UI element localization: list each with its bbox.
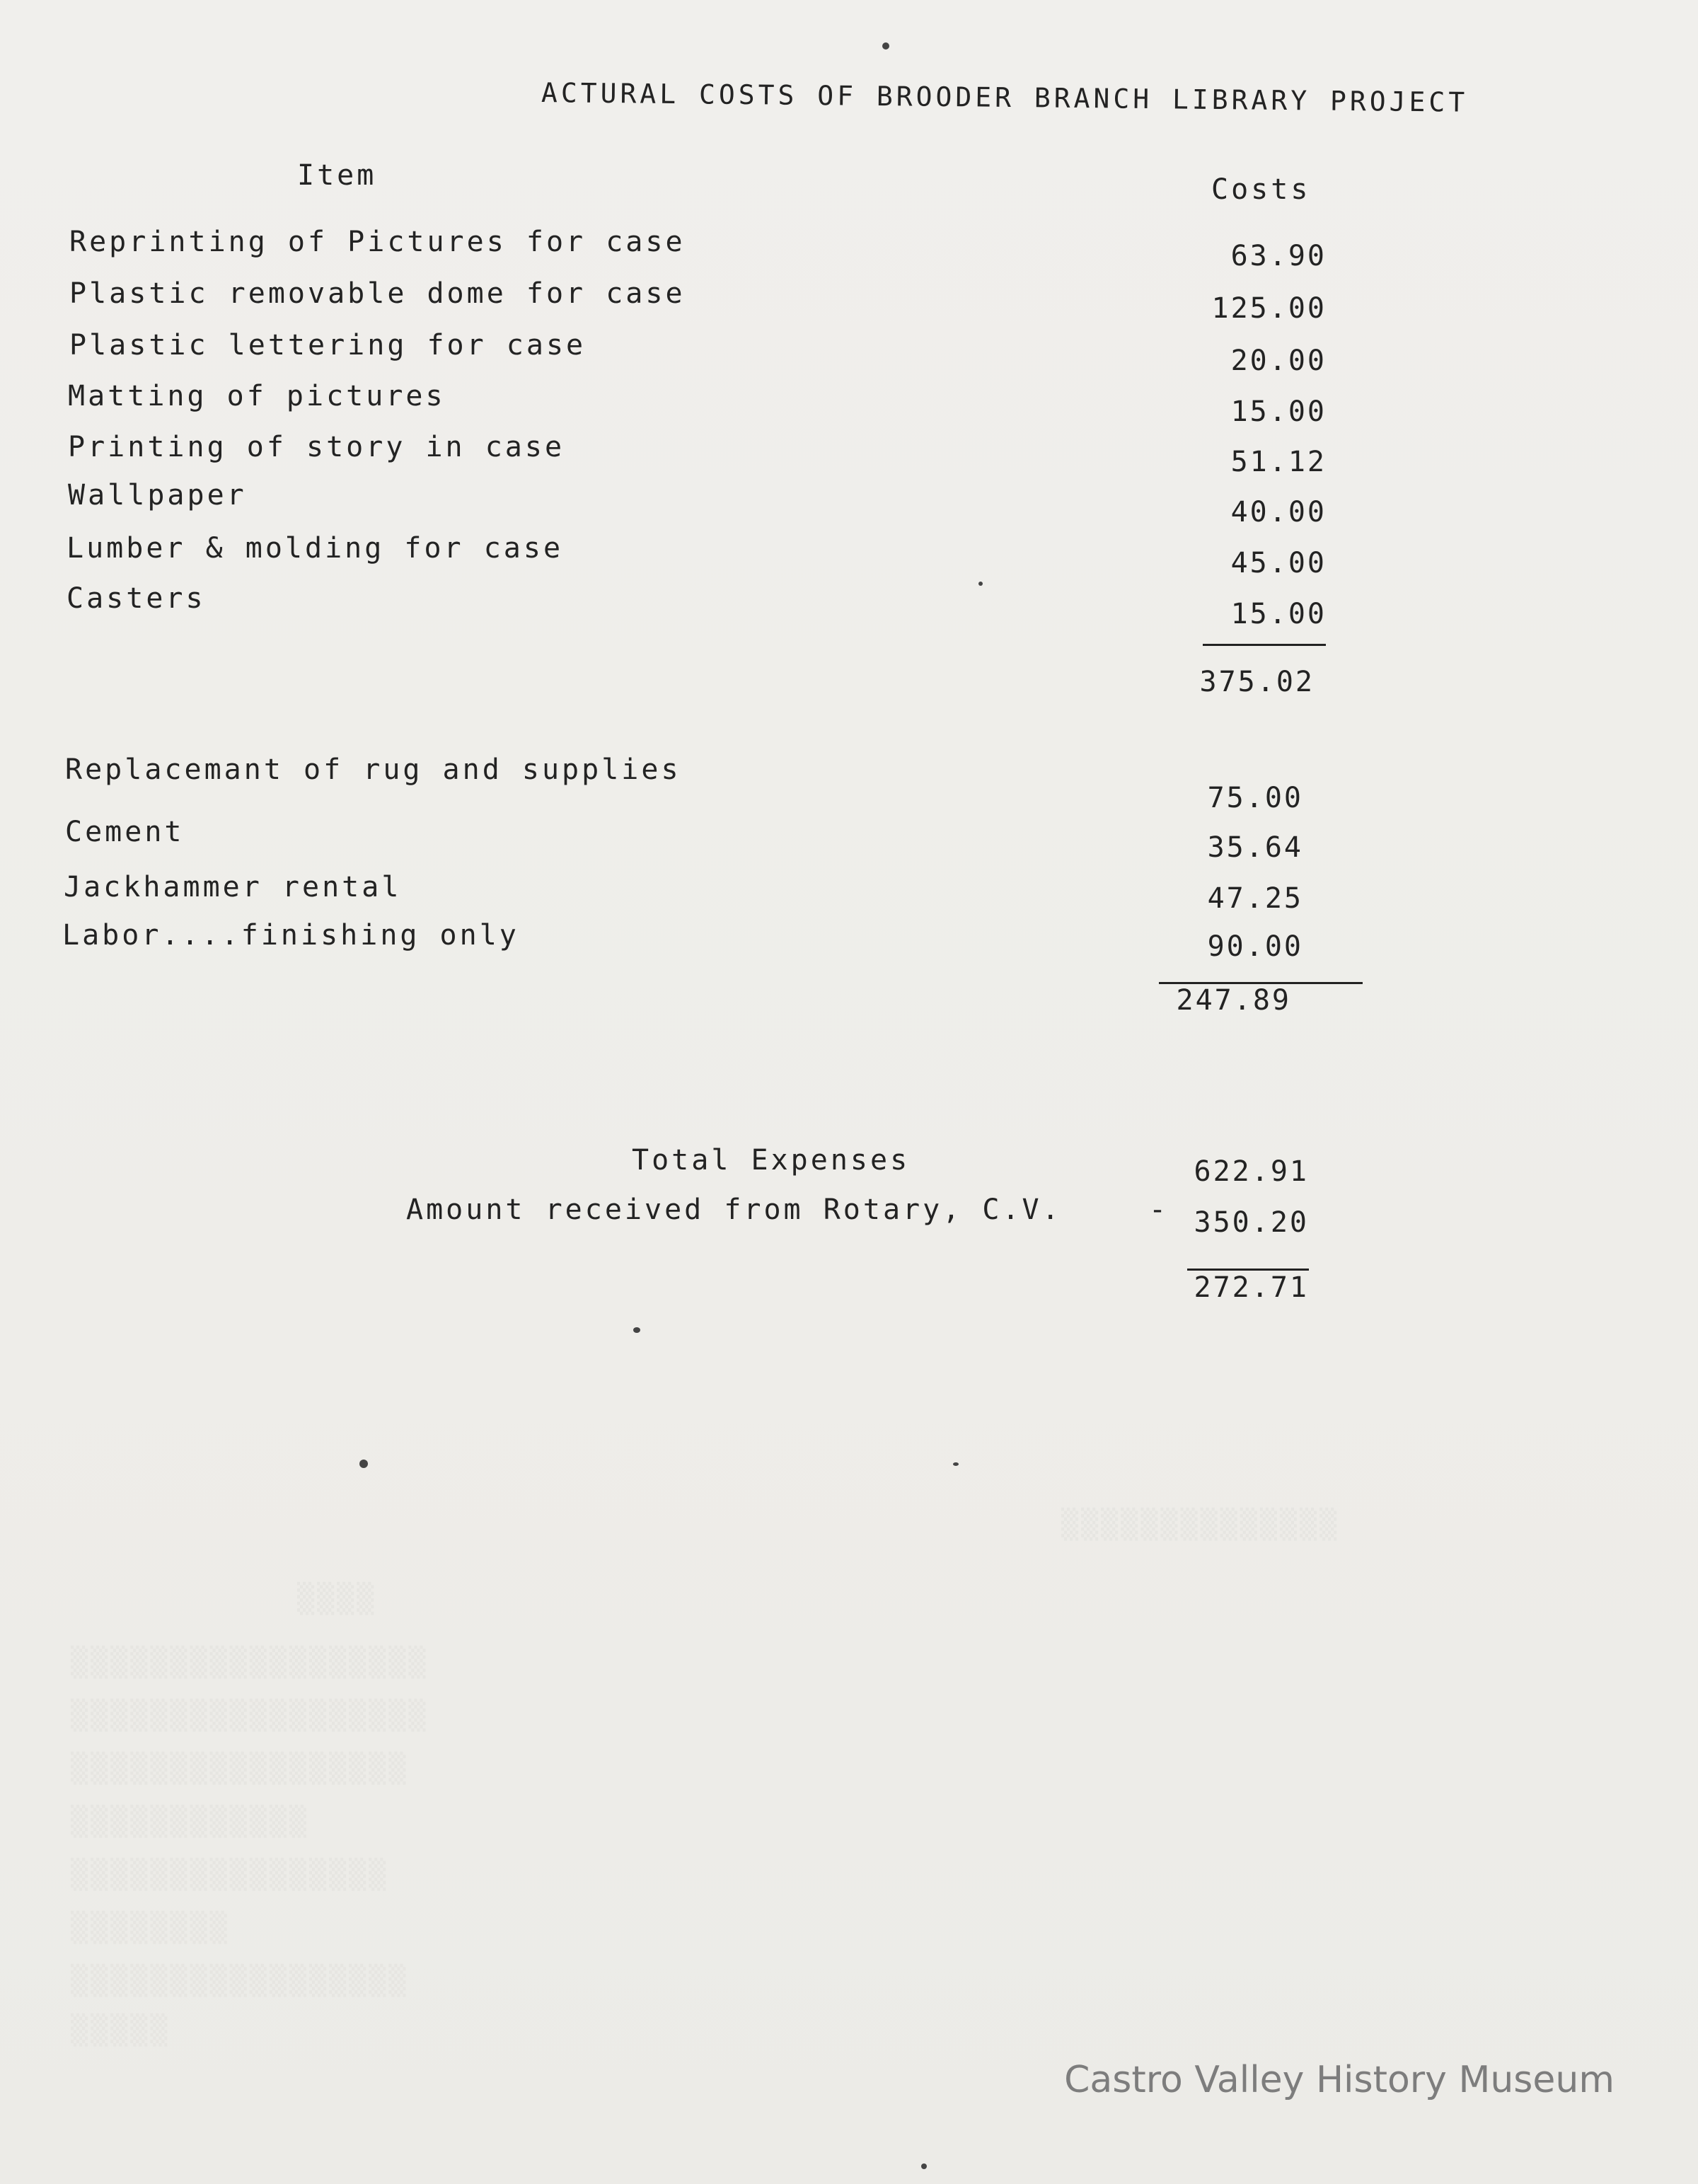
paper-speck (921, 2163, 927, 2169)
bleed-through-text: ▒▒▒▒▒▒▒▒▒▒▒▒▒▒ (1061, 1508, 1340, 1541)
subtotal-rule (1203, 644, 1326, 646)
line-item-cost: 47.25 (1207, 882, 1303, 915)
line-item-cost: 75.00 (1207, 782, 1303, 814)
paper-speck (953, 1462, 959, 1466)
bleed-through-text: ▒▒▒▒▒▒▒▒ (71, 1912, 230, 1944)
bleed-through-text: ▒▒▒▒▒▒▒▒▒▒▒▒▒▒▒▒ (71, 1859, 389, 1891)
bleed-through-text: ▒▒▒▒▒▒▒▒▒▒▒▒ (71, 1805, 309, 1838)
section-1-subtotal: 375.02 (1199, 666, 1315, 698)
line-item-label: Plastic lettering for case (69, 329, 587, 362)
balance-rule (1187, 1269, 1309, 1271)
bleed-through-text: ▒▒▒▒▒ (71, 2014, 171, 2047)
amount-received-label: Amount received from Rotary, C.V. (406, 1194, 1062, 1226)
subtract-sign: - (1149, 1194, 1169, 1226)
line-item-cost: 20.00 (1230, 345, 1327, 377)
paper-speck (978, 582, 983, 586)
line-item-cost: 63.90 (1230, 240, 1327, 272)
line-item-label: Lumber & molding for case (67, 532, 564, 565)
balance-value: 272.71 (1194, 1271, 1309, 1304)
bleed-through-text: ▒▒▒▒▒▒▒▒▒▒▒▒▒▒▒▒▒ (71, 1752, 409, 1785)
line-item-cost: 125.00 (1211, 292, 1327, 325)
line-item-label: Replacemant of rug and supplies (65, 753, 681, 786)
bleed-through-text: ▒▒▒▒▒▒▒▒▒▒▒▒▒▒▒▒▒ (71, 1965, 409, 1997)
line-item-label: Reprinting of Pictures for case (69, 226, 686, 258)
line-item-cost: 90.00 (1207, 930, 1303, 963)
museum-watermark: Castro Valley History Museum (1064, 2059, 1615, 2101)
line-item-label: Casters (67, 582, 206, 615)
line-item-cost: 40.00 (1230, 496, 1327, 528)
bleed-through-text: ▒▒▒▒ (297, 1583, 377, 1615)
cost-column-header: Costs (1211, 173, 1311, 206)
line-item-label: Cement (65, 816, 185, 848)
bleed-through-text: ▒▒▒▒▒▒▒▒▒▒▒▒▒▒▒▒▒▒ (71, 1646, 429, 1679)
total-expenses-label: Total Expenses (632, 1144, 911, 1177)
section-2-subtotal: 247.89 (1176, 984, 1291, 1017)
paper-speck (633, 1327, 640, 1333)
document-title: ACTURAL COSTS OF BROODER BRANCH LIBRARY PROJECT (541, 77, 1469, 118)
line-item-label: Labor....finishing only (62, 919, 519, 952)
amount-received-value: 350.20 (1194, 1206, 1309, 1239)
line-item-cost: 15.00 (1230, 598, 1327, 630)
paper-speck (359, 1460, 368, 1468)
line-item-cost: 51.12 (1230, 446, 1327, 478)
item-column-header: Item (297, 159, 377, 192)
line-item-cost: 45.00 (1230, 547, 1327, 579)
line-item-label: Jackhammer rental (64, 871, 402, 903)
line-item-label: Plastic removable dome for case (69, 277, 686, 310)
bleed-through-text: ▒▒▒▒▒▒▒▒▒▒▒▒▒▒▒▒▒▒ (71, 1699, 429, 1732)
paper-speck (882, 42, 889, 50)
line-item-label: Matting of pictures (68, 380, 446, 412)
line-item-label: Wallpaper (68, 479, 247, 512)
total-expenses-value: 622.91 (1194, 1155, 1309, 1188)
line-item-cost: 15.00 (1230, 395, 1327, 428)
line-item-label: Printing of story in case (68, 431, 565, 463)
line-item-cost: 35.64 (1207, 831, 1303, 864)
